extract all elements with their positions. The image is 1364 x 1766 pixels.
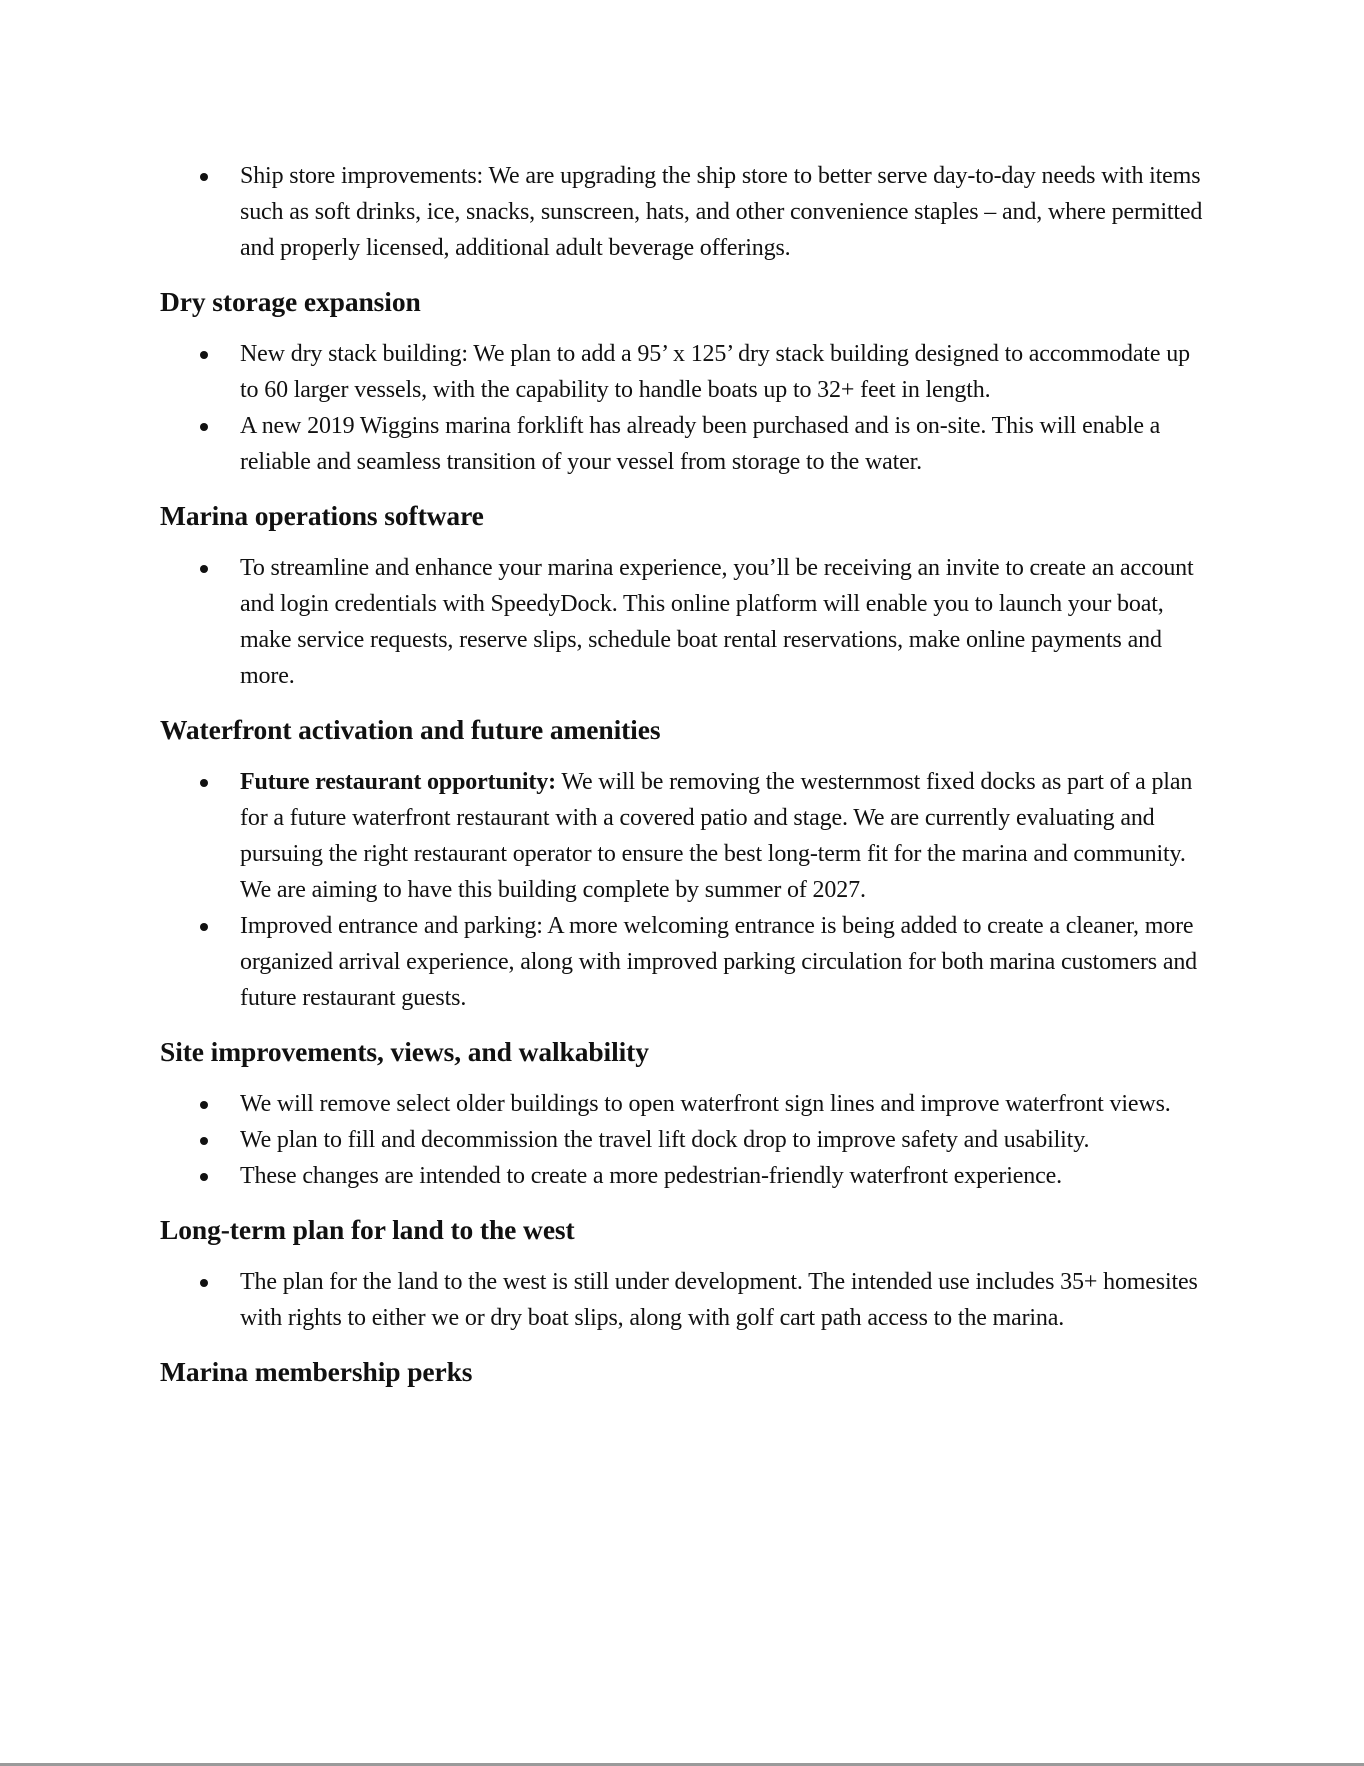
list-item: We will remove select older buildings to open waterfront sign lines and improve waterfront views.: [160, 1086, 1210, 1122]
list-item: We plan to fill and decommission the travel lift dock drop to improve safety and usability.: [160, 1122, 1210, 1158]
site-improvements-list: [160, 1086, 1210, 1194]
bullet-icon: [200, 1279, 208, 1287]
bullet-icon: [200, 779, 208, 787]
bullet-icon: [200, 1173, 208, 1181]
section-heading-membership-perks: Marina membership perks: [160, 1356, 473, 1387]
marina-software-list: [160, 550, 1210, 694]
bullet-icon: [200, 923, 208, 931]
section-heading-dry-storage: Dry storage expansion: [160, 286, 421, 317]
bullet-icon: [200, 565, 208, 573]
list-item: Ship store improvements: We are upgrading the ship store to better serve day-to-day needs with items such as soft drinks, ice, snacks, sunscreen, hats, and other convenience staples – and, where permitted and properly licensed, additional adult beverage offerings.: [160, 158, 1210, 266]
bullet-icon: [200, 1101, 208, 1109]
waterfront-list: [160, 764, 1210, 1016]
list-item: Improved entrance and parking: A more welcoming entrance is being added to create a cleaner, more organized arrival experience, along with improved parking circulation for both marina customers and future restaurant guests.: [160, 908, 1210, 1016]
list-item: The plan for the land to the west is still under development. The intended use includes 35+ homesites with rights to either we or dry boat slips, along with golf cart path access to the marina.: [160, 1264, 1210, 1336]
list-item: New dry stack building: We plan to add a 95’ x 125’ dry stack building designed to accommodate up to 60 larger vessels, with the capability to handle boats up to 32+ feet in length.: [160, 336, 1210, 408]
dry-storage-list: [160, 336, 1210, 480]
land-west-list: [160, 1264, 1210, 1336]
section-heading-marina-software: Marina operations software: [160, 500, 484, 531]
list-item: These changes are intended to create a more pedestrian-friendly waterfront experience.: [160, 1158, 1210, 1194]
item-lead-bold: Future restaurant opportunity:: [240, 769, 556, 795]
ship-store-list: [160, 158, 1210, 266]
section-heading-land-west: Long-term plan for land to the west: [160, 1214, 575, 1245]
list-item: To streamline and enhance your marina experience, you’ll be receiving an invite to create an account and login credentials with SpeedyDock. This online platform will enable you to launch your boat, make service requests, reserve slips, schedule boat rental reservations, make online payments and more.: [160, 550, 1210, 694]
bullet-icon: [200, 173, 208, 181]
section-heading-site-improvements: Site improvements, views, and walkability: [160, 1036, 649, 1067]
bullet-icon: [200, 351, 208, 359]
list-item: A new 2019 Wiggins marina forklift has already been purchased and is on-site. This will enable a reliable and seamless transition of your vessel from storage to the water.: [160, 408, 1210, 480]
bullet-icon: [200, 423, 208, 431]
document-content: [160, 158, 1210, 1390]
bullet-icon: [200, 1137, 208, 1145]
list-item: Future restaurant opportunity: We will be removing the westernmost fixed docks as part of a plan for a future waterfront restaurant with a covered patio and stage. We are currently evaluating and pursuing the right restaurant operator to ensure the best long-term fit for the marina and community. We are aiming to have this building complete by summer of 2027.: [160, 764, 1210, 908]
section-heading-waterfront: Waterfront activation and future amenities: [160, 714, 661, 745]
